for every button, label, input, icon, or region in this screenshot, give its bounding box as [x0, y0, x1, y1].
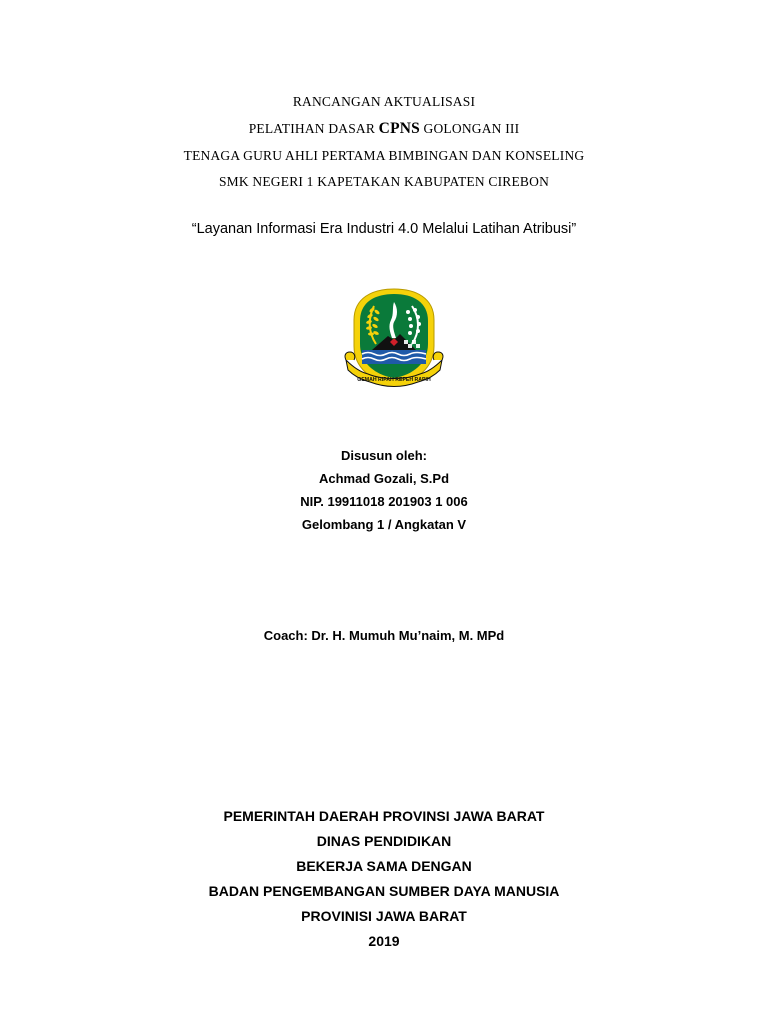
header-line-1: RANCANGAN AKTUALISASI	[292, 94, 476, 109]
header-line-2-pre: PELATIHAN DASAR	[248, 121, 379, 136]
header-line-4: SMK NEGERI 1 KAPETAKAN KABUPATEN CIREBON	[218, 174, 550, 189]
footer-year: 2019	[368, 933, 400, 949]
footer-line-2: DINAS PENDIDIKAN	[316, 833, 452, 849]
jawa-barat-emblem-icon	[342, 286, 446, 398]
emblem-ribbon-text: GEMAH RIPAH REPEH RAPIH	[357, 377, 431, 383]
footer-line-5: PROVINISI JAWA BARAT	[301, 908, 467, 924]
header-line-2-cpns: CPNS	[378, 120, 420, 137]
author-nip: NIP. 19911018 201903 1 006	[300, 494, 468, 509]
footer-line-1: PEMERINTAH DAERAH PROVINSI JAWA BARAT	[223, 808, 545, 824]
coach-line: Coach: Dr. H. Mumuh Mu’naim, M. MPd	[263, 628, 505, 643]
header-line-2	[0, 120, 768, 138]
footer-line-4: BADAN PENGEMBANGAN SUMBER DAYA MANUSIA	[208, 883, 560, 899]
header-line-2-post: GOLONGAN III	[419, 121, 520, 136]
header-line-3: TENAGA GURU AHLI PERTAMA BIMBINGAN DAN KONSELING	[183, 148, 585, 163]
author-label: Disusun oleh:	[341, 448, 427, 463]
document-title: “Layanan Informasi Era Industri 4.0 Melalui Latihan Atribusi”	[191, 221, 577, 237]
author-batch: Gelombang 1 / Angkatan V	[301, 517, 467, 532]
author-name: Achmad Gozali, S.Pd	[318, 471, 450, 486]
footer-line-3: BEKERJA SAMA DENGAN	[296, 858, 472, 874]
